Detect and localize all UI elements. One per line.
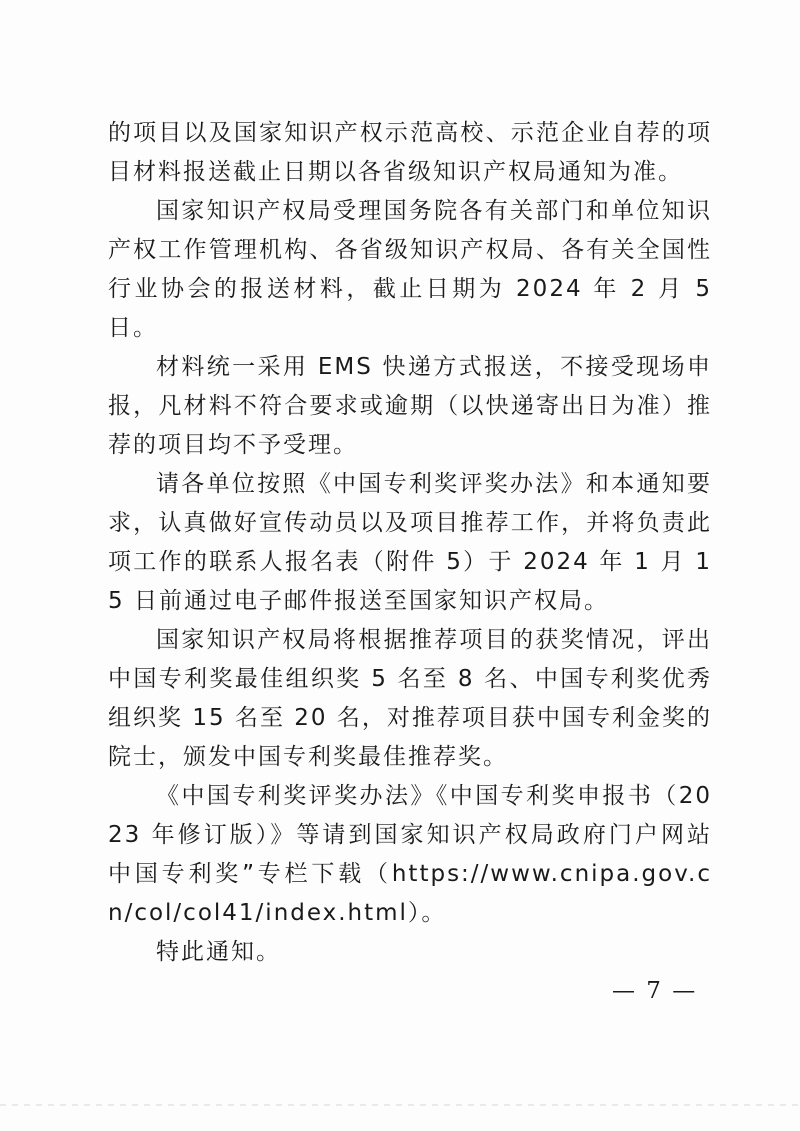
paragraph-continuation: 的项目以及国家知识产权示范高校、示范企业自荐的项目材料报送截止日期以各省级知识产权局通知为准。 — [108, 120, 712, 185]
page-number: — 7 — — [612, 978, 698, 1004]
document-body — [108, 114, 712, 972]
paragraph-awards: 国家知识产权局将根据推荐项目的获奖情况，评出中国专利奖最佳组织奖 5 名至 8 名、中国专利奖优秀组织奖 15 名至 20 名，对推荐项目获中国专利金奖的院士，颁发中国专利奖最佳推荐奖。 — [108, 627, 712, 770]
paragraph-download: 《中国专利奖评奖办法》《中国专利奖申报书（2023 年修订版）》等请到国家知识产权局政府门户网站 中国专利奖”专栏下载（https://www.cnipa.gov.cn/col/col41/index.html）。 — [108, 783, 712, 926]
closing-line: 特此通知。 — [156, 939, 281, 965]
paragraph-deadline: 国家知识产权局受理国务院各有关部门和单位知识产权工作管理机构、各省级知识产权局、各有关全国性行业协会的报送材料，截止日期为 2024 年 2 月 5 日。 — [108, 198, 712, 341]
paragraph-ems: 材料统一采用 EMS 快递方式报送，不接受现场申报，凡材料不符合要求或逾期（以快递寄出日为准）推荐的项目均不予受理。 — [108, 354, 712, 458]
scan-edge-divider — [0, 1104, 800, 1106]
paragraph-contact: 请各单位按照《中国专利奖评奖办法》和本通知要求，认真做好宣传动员以及项目推荐工作，并将负责此项工作的联系人报名表（附件 5）于 2024 年 1 月 15 日前通过电子邮件报送至国家知识产权局。 — [108, 471, 712, 614]
